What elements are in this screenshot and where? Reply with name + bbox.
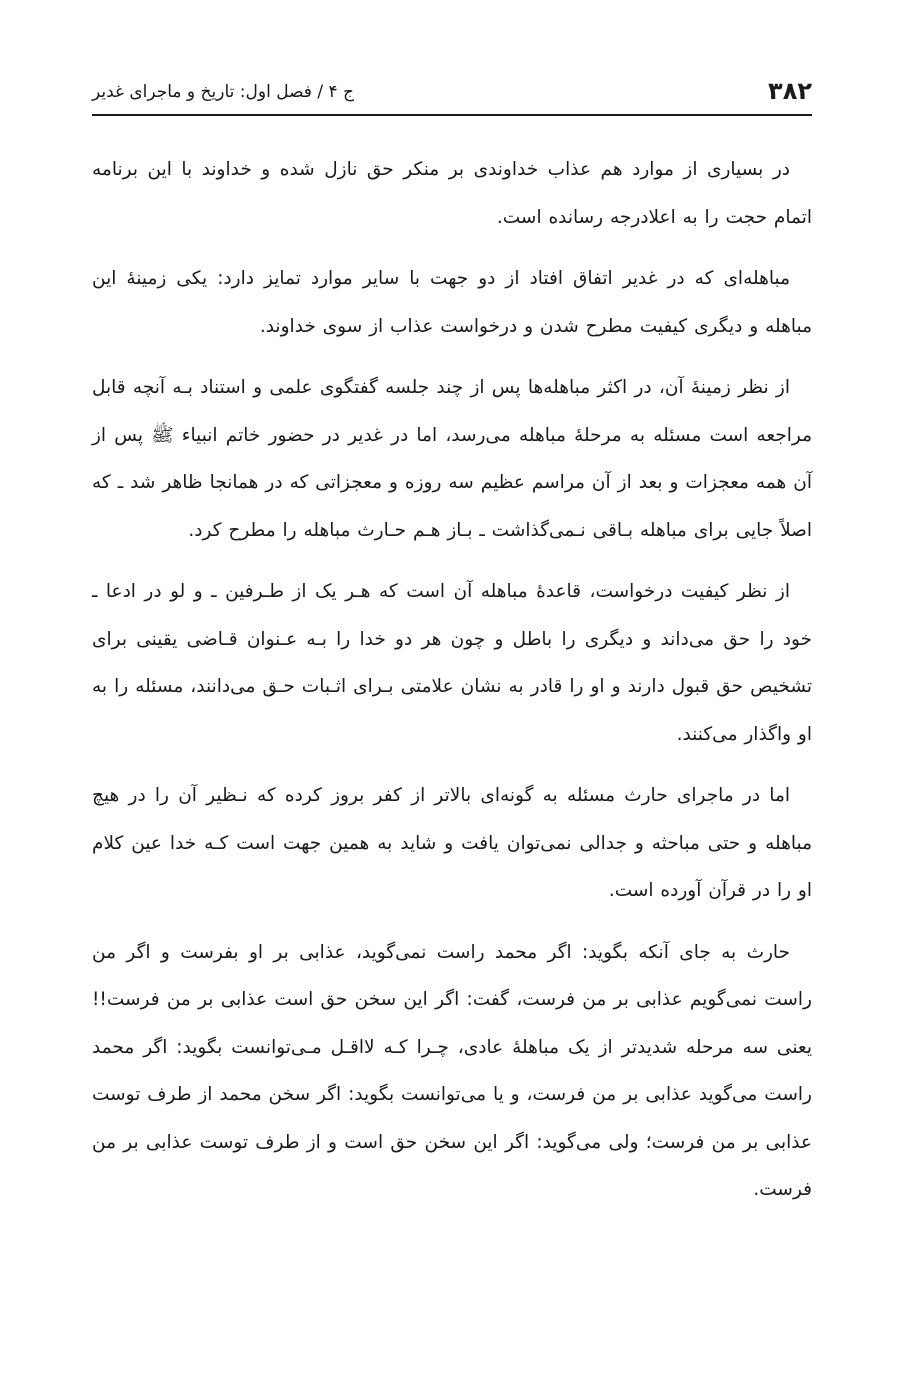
page-header bbox=[92, 62, 812, 116]
running-head: ج ۴ / فصل اول: تاریخ و ماجرای غدیر bbox=[92, 82, 355, 102]
paragraph-2: مباهله‌ای که در غدیر اتفاق افتاد از دو جهت با سایر موارد تمایز دارد: یکی زمینهٔ این مباهله و دیگری کیفیت مطرح شدن و درخواست عذاب از سوی خداوند. bbox=[92, 268, 812, 337]
paragraph-3: از نظر زمینهٔ آن، در اکثر مباهله‌ها پس از چند جلسه گفتگوی علمی و استناد بـه آنچه قابل مراجعه است مسئله به مرحلهٔ مباهله می‌رسد، اما در غدیر در حضور خاتم انبیاء ﷺ پس از آن همه معجزات و بعد از آن مراسم عظیم سه روزه و معجزاتی که در همانجا ظاهر شد ـ که اصلاً جایی برای مباهله بـاقی نـمی‌گذاشت ـ بـاز هـم حـارث مباهله را مطرح کرد. bbox=[92, 377, 812, 541]
paragraph-1: در بسیاری از موارد هم عذاب خداوندی بر منکر حق نازل شده و خداوند با این برنامه اتمام حجت را به اعلادرجه رسانده است. bbox=[92, 159, 812, 228]
book-page bbox=[92, 62, 812, 1228]
paragraph-5: اما در ماجرای حارث مسئله به گونه‌ای بالاتر از کفر بروز کرده که نـظیر آن را در هیچ مباهله و حتی مباحثه و جدالی نمی‌توان یافت و شاید به همین جهت است کـه خدا عین کلام او را در قرآن آورده است. bbox=[92, 785, 812, 901]
paragraph-6: حارث به جای آنکه بگوید: اگر محمد راست نمی‌گوید، عذابی بر او بفرست و اگر من راست نمی‌گویم عذابی بر من فرست، گفت: اگر این سخن حق است عذابی بر من فرست!! یعنی سه مرحله شدیدتر از یک مباهلهٔ عادی، چـرا کـه لااقـل مـی‌توانست بگوید: اگر محمد راست می‌گوید عذابی بر من فرست، و یا می‌توانست بگوید: اگر سخن محمد از طرف توست عذابی بر من فرست؛ ولی می‌گوید: اگر این سخن حق است و از طرف توست عذابی بر من فرست. bbox=[92, 941, 812, 1200]
page-number: ۳۸۲ bbox=[768, 77, 812, 105]
paragraph-4: از نظر کیفیت درخواست، قاعدهٔ مباهله آن است که هـر یک از طـرفین ـ و لو در ادعا ـ خود را حق می‌داند و دیگری را باطل و چون هر دو خدا را بـه عـنوان قـاضی یقینی برای تشخیص حق قبول دارند و او را قادر به نشان علامتی بـرای اثـبات حـق می‌دانند، مسئله را به او واگذار می‌کنند. bbox=[92, 581, 812, 745]
page-body bbox=[92, 146, 812, 1214]
